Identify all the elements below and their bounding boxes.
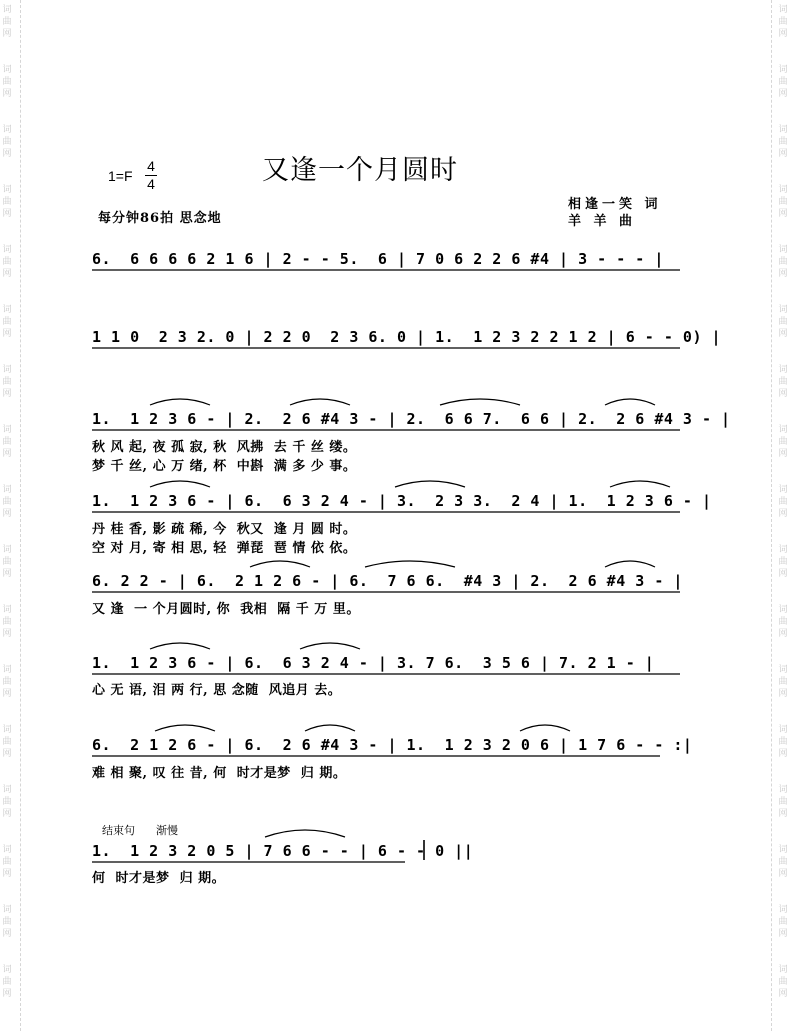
notation-line-3: 1. 1 2 3 6 - | 2. 2 6 #4 3 - | 2. 6 6 7. 6 6 | 2. 2 6 #4 3 - | xyxy=(92,410,731,428)
watermark-text: 词 曲 网 xyxy=(778,425,788,459)
lyricist: 相逢一笑 词 xyxy=(568,197,662,212)
slur-mark xyxy=(300,643,360,649)
watermark-text: 词 曲 网 xyxy=(778,5,788,39)
watermark-text: 词 曲 网 xyxy=(2,785,12,819)
watermark-text: 词 曲 网 xyxy=(778,305,788,339)
watermark-text: 词 曲 网 xyxy=(2,605,12,639)
watermark-text: 词 曲 网 xyxy=(778,125,788,159)
slur-mark xyxy=(150,399,210,405)
watermark-text: 词 曲 网 xyxy=(2,185,12,219)
beam-lines xyxy=(92,270,680,862)
watermark-text: 词 曲 网 xyxy=(2,305,12,339)
watermark-text: 词 曲 网 xyxy=(778,605,788,639)
watermark-text: 词 曲 网 xyxy=(2,5,12,39)
watermark-text: 词 曲 网 xyxy=(2,665,12,699)
time-signature-bottom: 4 xyxy=(147,176,155,192)
time-signature-top: 4 xyxy=(145,158,157,176)
watermark-text: 词 曲 网 xyxy=(2,245,12,279)
watermark-text: 词 曲 网 xyxy=(778,65,788,99)
lyrics-line-3a: 秋 风 起, 夜 孤 寂, 秋 风拂 去 千 丝 缕。 xyxy=(92,440,357,455)
lyrics-line-6: 心 无 语, 泪 两 行, 思 念随 风追月 去。 xyxy=(92,683,342,698)
watermark-text: 词 曲 网 xyxy=(778,365,788,399)
slur-mark xyxy=(395,481,465,487)
slur-mark xyxy=(605,561,655,567)
watermark-text: 词 曲 网 xyxy=(778,485,788,519)
slur-mark xyxy=(305,725,355,731)
slur-mark xyxy=(150,643,210,649)
notation-line-7: 6. 2 1 2 6 - | 6. 2 6 #4 3 - | 1. 1 2 3 2 0 6 | 1 7 6 - - :| xyxy=(92,736,693,754)
tempo-marking: 每分钟86拍 思念地 xyxy=(98,211,222,226)
watermark-text: 词 曲 网 xyxy=(778,845,788,879)
lyrics-line-5: 又 逢 一 个月圆时, 你 我相 隔 千 万 里。 xyxy=(92,602,360,617)
composer: 羊 羊 曲 xyxy=(568,214,637,229)
watermark-text: 词 曲 网 xyxy=(778,905,788,939)
notation-line-1: 6. 6 6 6 6 2 1 6 | 2 - - 5. 6 | 7 0 6 2 2 6 #4 | 3 - - - | xyxy=(92,250,664,268)
watermark-text: 词 曲 网 xyxy=(778,725,788,759)
watermark-text: 词 曲 网 xyxy=(2,485,12,519)
notation-line-2: 1 1 0 2 3 2. 0 | 2 2 0 2 3 6. 0 | 1. 1 2 3 2 2 1 2 | 6 - - 0) | xyxy=(92,328,722,346)
watermark-text: 词 曲 网 xyxy=(2,845,12,879)
song-title: 又逢一个月圆时 xyxy=(262,155,458,186)
slur-mark xyxy=(265,830,345,837)
slur-marks xyxy=(150,399,670,837)
watermark-text: 词 曲 网 xyxy=(2,425,12,459)
notation-line-6: 1. 1 2 3 6 - | 6. 6 3 2 4 - | 3. 7 6. 3 5 6 | 7. 2 1 - | xyxy=(92,654,655,672)
watermark-text: 词 曲 网 xyxy=(778,785,788,819)
notation-line-4: 1. 1 2 3 6 - | 6. 6 3 2 4 - | 3. 2 3 3. 2 4 | 1. 1 2 3 6 - | xyxy=(92,492,712,510)
watermark-text: 词 曲 网 xyxy=(778,965,788,999)
notation-line-5: 6. 2 2 - | 6. 2 1 2 6 - | 6. 7 6 6. #4 3 | 2. 2 6 #4 3 - | xyxy=(92,572,683,590)
slur-mark xyxy=(250,561,310,567)
watermark-text: 词 曲 网 xyxy=(2,365,12,399)
watermark-text: 词 曲 网 xyxy=(778,185,788,219)
watermark-text: 词 曲 网 xyxy=(2,965,12,999)
slur-mark xyxy=(520,725,570,731)
watermark-text: 词 曲 网 xyxy=(778,665,788,699)
watermark-text: 词 曲 网 xyxy=(2,125,12,159)
slur-mark xyxy=(365,561,455,567)
watermark-text: 词 曲 网 xyxy=(778,545,788,579)
watermark-text: 词 曲 网 xyxy=(2,545,12,579)
slur-mark xyxy=(150,481,210,487)
key-signature: 1=F xyxy=(108,168,133,184)
lyrics-line-4b: 空 对 月, 寄 相 思, 轻 弹琵 琶 情 依 依。 xyxy=(92,541,357,556)
ending-tempo-marking: 渐慢 xyxy=(156,824,178,837)
lyrics-line-3b: 梦 千 丝, 心 万 绪, 杯 中斟 满 多 少 事。 xyxy=(92,459,357,474)
watermark-text: 词 曲 网 xyxy=(2,905,12,939)
slur-mark xyxy=(610,481,670,487)
slur-mark xyxy=(290,399,350,405)
ending-label: 结束句 xyxy=(102,824,135,837)
watermark-text: 词 曲 网 xyxy=(2,65,12,99)
lyrics-line-8: 何 时才是梦 归 期。 xyxy=(92,871,226,886)
lyrics-line-4a: 丹 桂 香, 影 疏 稀, 今 秋又 逢 月 圆 时。 xyxy=(92,522,357,537)
slur-mark xyxy=(605,399,655,405)
watermark-text: 词 曲 网 xyxy=(778,245,788,279)
slur-mark xyxy=(155,725,215,731)
notation-line-8: 1. 1 2 3 2 0 5 | 7 6 6 - - | 6 - - 0 || xyxy=(92,842,474,860)
slur-mark xyxy=(440,399,520,405)
lyrics-line-7: 难 相 聚, 叹 往 昔, 何 时才是梦 归 期。 xyxy=(92,766,347,781)
watermark-text: 词 曲 网 xyxy=(2,725,12,759)
